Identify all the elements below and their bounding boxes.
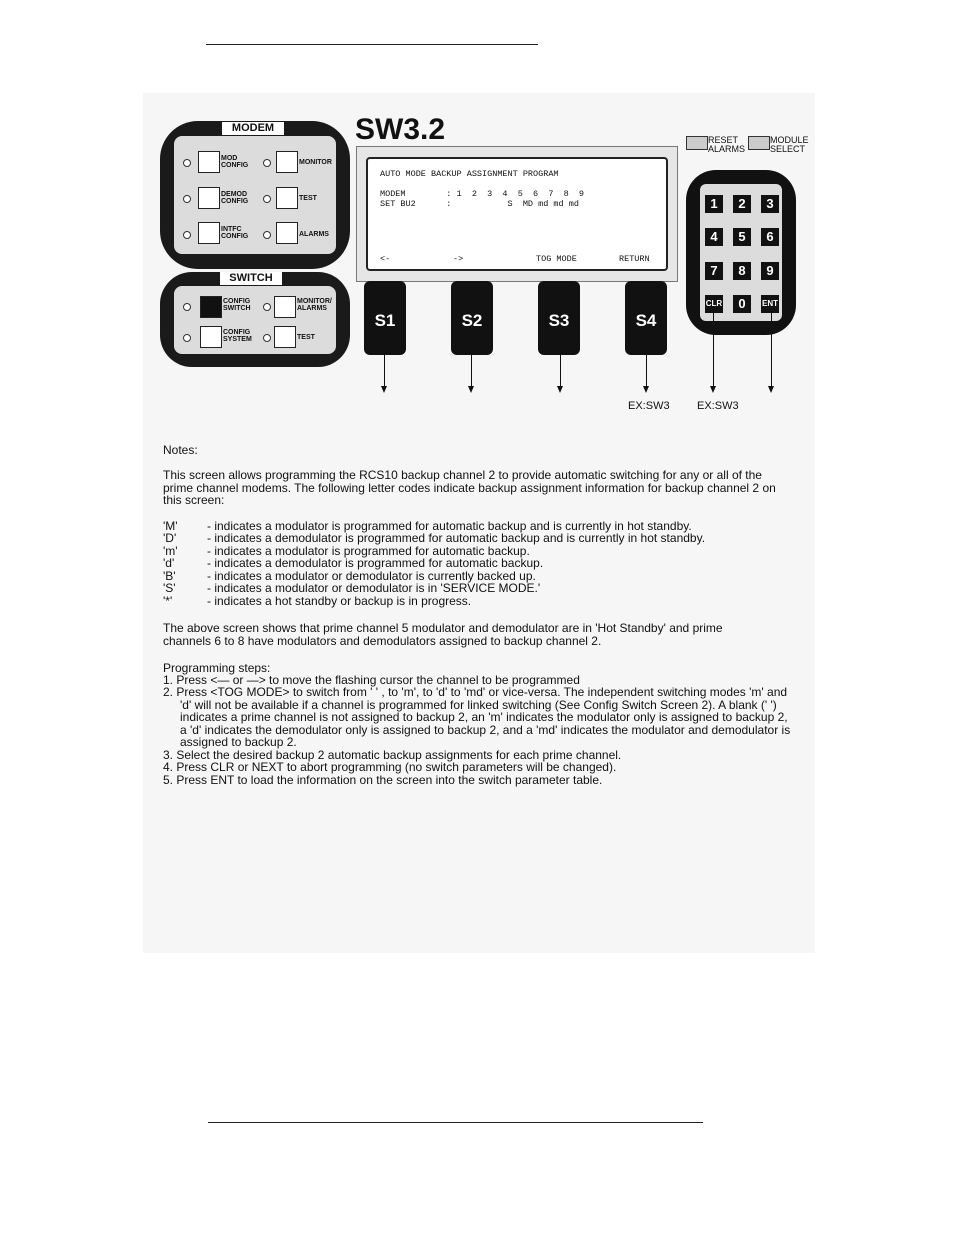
demod-config-led — [183, 195, 191, 203]
monitor-alarms-label: MONITOR/ ALARMS — [297, 298, 332, 312]
ex-sw3-label-clr: EX:SW3 — [697, 400, 739, 412]
intfc-config-label: INTFC CONFIG — [221, 226, 249, 240]
monitor-alarms-led — [263, 303, 271, 311]
key-9[interactable]: 9 — [761, 262, 779, 280]
code-star-desc: - indicates a hot standby or backup is in progress. — [207, 594, 472, 608]
modem-panel-title: MODEM — [222, 122, 284, 135]
arrowhead-s2 — [468, 386, 474, 393]
key-4[interactable]: 4 — [705, 228, 723, 246]
module-select-icon[interactable] — [748, 136, 770, 150]
softkey-s3[interactable] — [538, 281, 580, 355]
lcd-line-modem: MODEM : 1 2 3 4 5 6 7 8 9 — [380, 189, 585, 199]
switch-test-led — [263, 334, 271, 342]
arrow-s2 — [471, 355, 472, 388]
lcd-line-set-bu2: SET BU2 : S MD md md md — [380, 199, 579, 209]
code-B-desc: - indicates a modulator or demodulator is currently backed up. — [207, 569, 536, 583]
key-1[interactable]: 1 — [705, 195, 723, 213]
softkey-s2[interactable] — [451, 281, 493, 355]
demod-config-label: DEMOD CONFIG — [221, 191, 249, 205]
switch-test-label: TEST — [297, 334, 315, 341]
step-2: 2. Press <TOG MODE> to switch from ' ' , to 'm', to 'd' to 'md' or vice-versa. The independent switching modes 'm' and 'd' will not be available if a channel is programmed for linked switching (See Config Switch Screen 2). A blank (' ') indicates a prime channel is not assigned to backup 2, an 'm' indicates the modulator only is assigned to backup 2, a 'd' indicates the demodulator only is assigned to backup 2, and a 'md' indicates the modulator and demodulator is assigned to backup 2. — [163, 685, 791, 749]
top-rule — [206, 44, 538, 45]
lcd-line-title: AUTO MODE BACKUP ASSIGNMENT PROGRAM — [380, 169, 559, 179]
screen-title: SW3.2 — [355, 113, 446, 146]
monitor-button[interactable] — [276, 151, 298, 173]
reset-alarms-label: RESET ALARMS — [708, 135, 746, 154]
mod-config-led — [183, 159, 191, 167]
softkey-s4[interactable] — [625, 281, 667, 355]
config-switch-button[interactable] — [200, 296, 222, 318]
code-D-desc: - indicates a demodulator is programmed for automatic backup and is currently in hot standby. — [207, 531, 706, 545]
arrowhead-clr — [710, 386, 716, 393]
steps-heading: Programming steps: — [163, 661, 271, 675]
arrow-s1 — [384, 355, 385, 388]
intfc-config-button[interactable] — [198, 222, 220, 244]
softkey-s1-label: S1 — [374, 311, 396, 330]
step-3: 3. Select the desired backup 2 automatic backup assignments for each prime channel. — [163, 748, 622, 762]
step-1: 1. Press <— or —> to move the flashing cursor the channel to be programmed — [163, 673, 580, 687]
arrowhead-s4 — [643, 386, 649, 393]
code-d-lower: 'd' — [163, 556, 175, 570]
code-M-desc: - indicates a modulator is programmed for automatic backup and is currently in hot standby. — [207, 519, 692, 533]
lcd-softkey-right: -> — [453, 254, 464, 264]
softkey-s3-label: S3 — [548, 311, 570, 330]
softkey-s1[interactable] — [364, 281, 406, 355]
code-M: 'M' — [163, 519, 178, 533]
demod-config-button[interactable] — [198, 187, 220, 209]
key-3[interactable]: 3 — [761, 195, 779, 213]
code-D: 'D' — [163, 531, 177, 545]
key-ent[interactable]: ENT — [761, 295, 779, 313]
arrow-clr — [713, 313, 714, 388]
test-button[interactable] — [276, 187, 298, 209]
switch-panel-title: SWITCH — [220, 272, 282, 285]
arrow-s3 — [560, 355, 561, 388]
key-6[interactable]: 6 — [761, 228, 779, 246]
mod-config-button[interactable] — [198, 151, 220, 173]
key-5[interactable]: 5 — [733, 228, 751, 246]
config-system-label: CONFIG SYSTEM — [223, 329, 252, 343]
notes-heading: Notes: — [163, 443, 198, 457]
key-7[interactable]: 7 — [705, 262, 723, 280]
mod-config-label: MOD CONFIG — [221, 155, 249, 169]
softkey-s4-label: S4 — [635, 311, 657, 330]
switch-test-button[interactable] — [274, 326, 296, 348]
arrowhead-s3 — [557, 386, 563, 393]
key-clr[interactable]: CLR — [705, 295, 723, 313]
lcd-display — [366, 157, 668, 271]
test-led — [263, 195, 271, 203]
key-0[interactable]: 0 — [733, 295, 751, 313]
alarms-label: ALARMS — [299, 231, 329, 238]
arrowhead-ent — [768, 386, 774, 393]
arrowhead-s1 — [381, 386, 387, 393]
config-switch-led — [183, 303, 191, 311]
notes-summary: The above screen shows that prime channel 5 modulator and demodulator are in 'Hot Standby' and prime channels 6 to 8 have modulators and demodulators assigned to backup channel 2. — [163, 621, 723, 648]
key-2[interactable]: 2 — [733, 195, 751, 213]
config-switch-label: CONFIG SWITCH — [223, 298, 251, 312]
step-4: 4. Press CLR or NEXT to abort programming (no switch parameters will be changed). — [163, 760, 617, 774]
code-star: '*' — [163, 594, 173, 608]
code-S: 'S' — [163, 581, 176, 595]
alarms-led — [263, 231, 271, 239]
code-m-lower: 'm' — [163, 544, 178, 558]
arrow-s4 — [646, 355, 647, 388]
module-select-label: MODULE SELECT — [770, 135, 809, 154]
test-label: TEST — [299, 195, 317, 202]
monitor-led — [263, 159, 271, 167]
ex-sw3-label-s4: EX:SW3 — [628, 400, 670, 412]
lcd-softkey-return: RETURN — [619, 254, 650, 264]
code-S-desc: - indicates a modulator or demodulator is in 'SERVICE MODE.' — [207, 581, 541, 595]
switch-panel — [160, 272, 350, 367]
arrow-ent — [771, 313, 772, 388]
step-5: 5. Press ENT to load the information on the screen into the switch parameter table. — [163, 773, 603, 787]
config-system-led — [183, 334, 191, 342]
softkey-s2-label: S2 — [461, 311, 483, 330]
code-d-lower-desc: - indicates a demodulator is programmed for automatic backup. — [207, 556, 544, 570]
key-8[interactable]: 8 — [733, 262, 751, 280]
reset-alarms-icon[interactable] — [686, 136, 708, 150]
lcd-display-frame — [356, 146, 678, 282]
config-system-button[interactable] — [200, 326, 222, 348]
monitor-alarms-button[interactable] — [274, 296, 296, 318]
code-m-lower-desc: - indicates a modulator is programmed for automatic backup. — [207, 544, 530, 558]
intfc-config-led — [183, 231, 191, 239]
alarms-button[interactable] — [276, 222, 298, 244]
code-B: 'B' — [163, 569, 176, 583]
notes-intro: This screen allows programming the RCS10 backup channel 2 to provide automatic switching for any or all of the prime channel modems. The following letter codes indicate backup assignment information for backup channel 2 on this screen: — [163, 468, 776, 507]
bottom-rule — [208, 1122, 703, 1123]
monitor-label: MONITOR — [299, 159, 332, 166]
lcd-softkey-left: <- — [380, 254, 391, 264]
lcd-softkey-tog-mode: TOG MODE — [536, 254, 577, 264]
